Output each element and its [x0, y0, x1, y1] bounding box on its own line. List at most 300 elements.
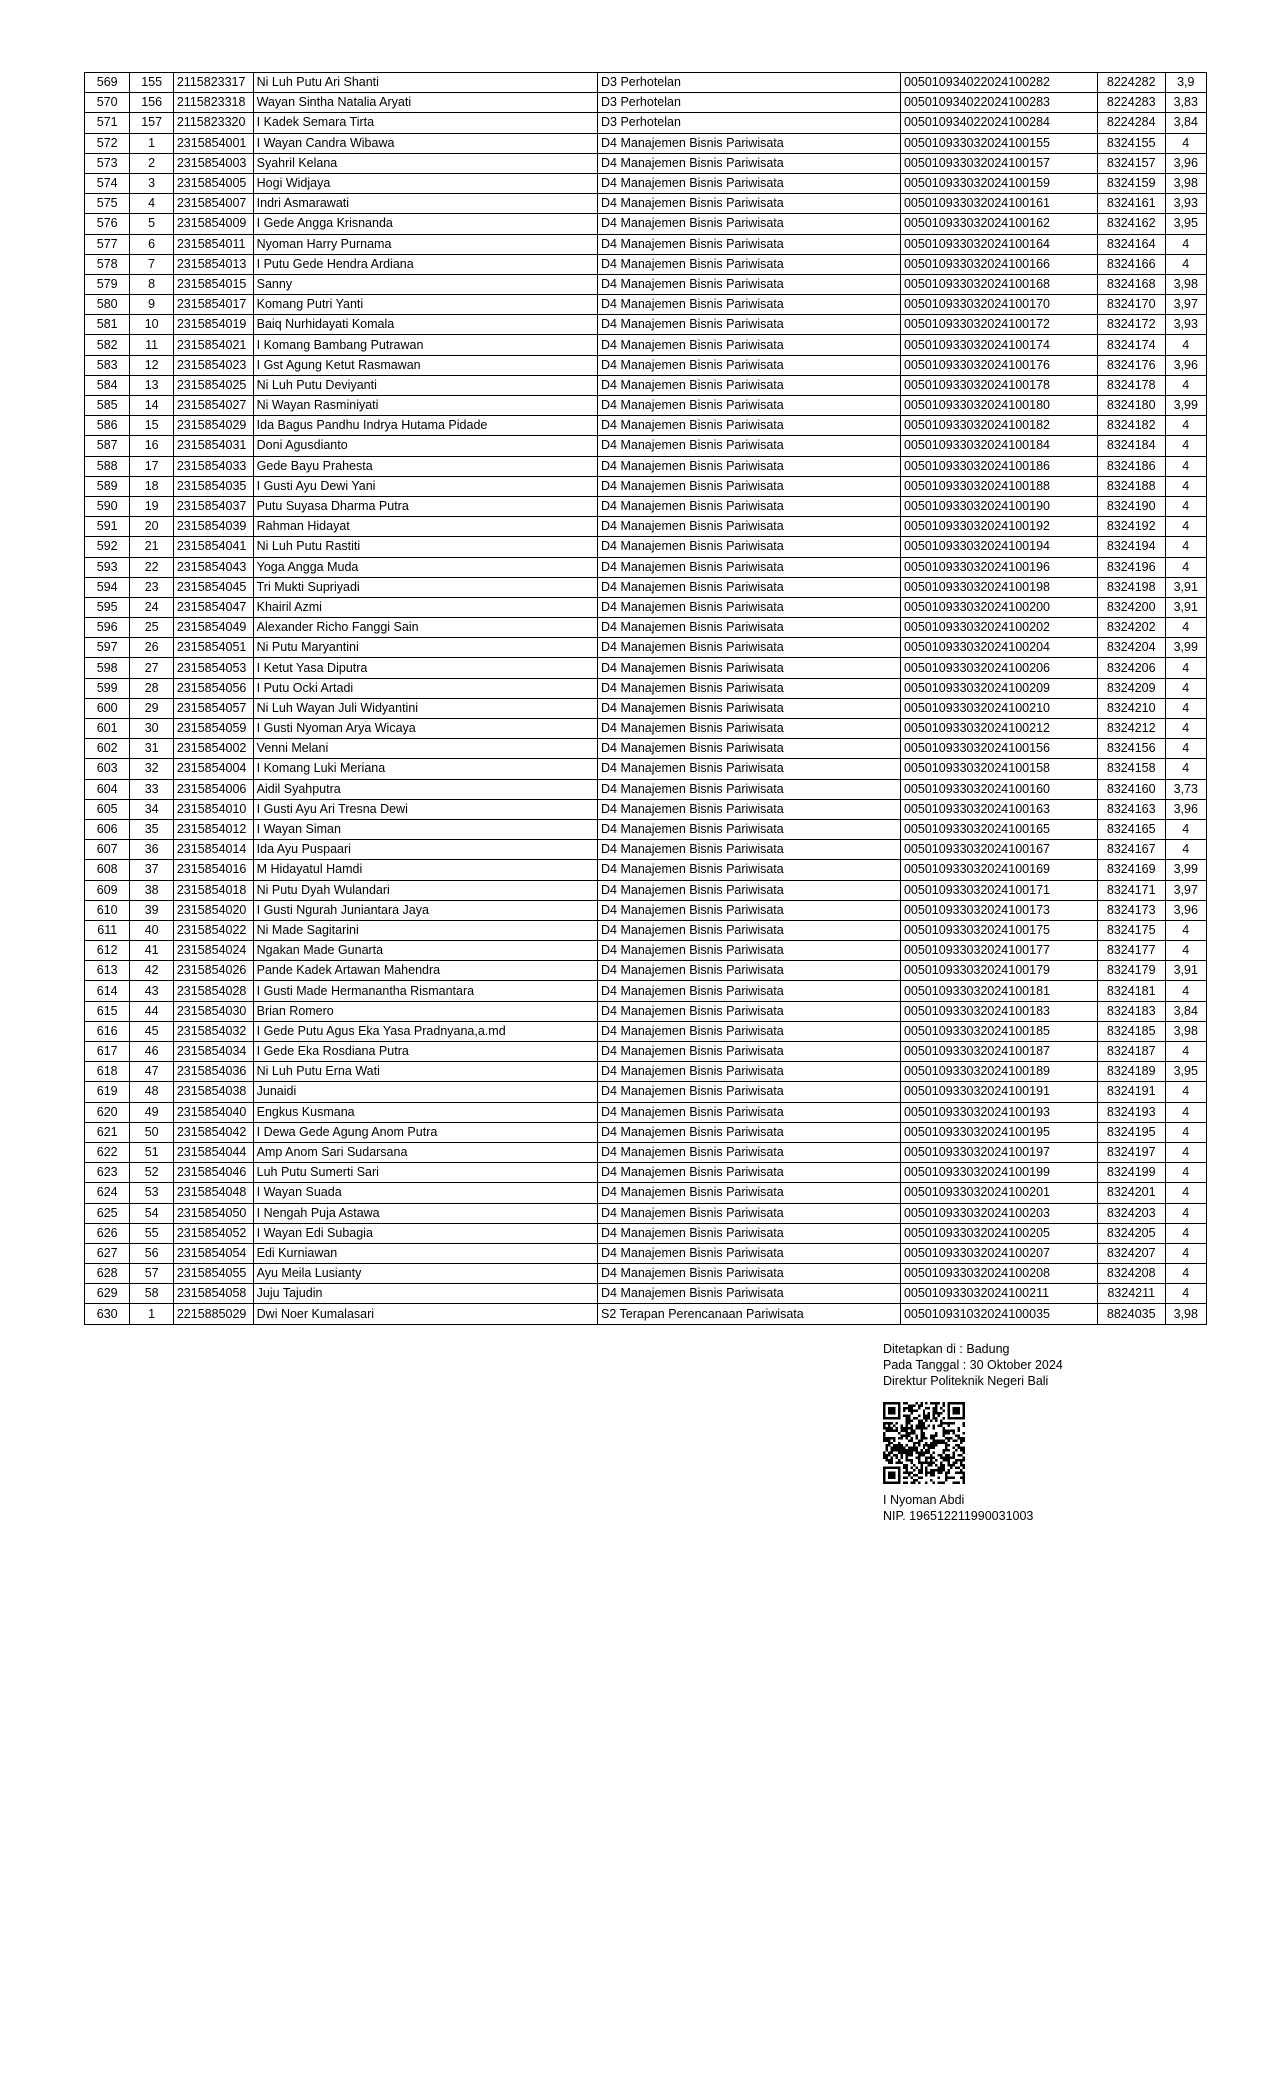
gpa-cell: 4	[1165, 1163, 1206, 1183]
student-name-cell: Venni Melani	[253, 739, 597, 759]
transcript-number-cell: 8324202	[1097, 618, 1165, 638]
program-row-number-cell: 4	[130, 194, 173, 214]
gpa-cell: 4	[1165, 335, 1206, 355]
study-program-cell: D4 Manajemen Bisnis Pariwisata	[598, 819, 901, 839]
row-number-cell: 609	[85, 880, 130, 900]
row-number-cell: 603	[85, 759, 130, 779]
program-row-number-cell: 22	[130, 557, 173, 577]
student-name-cell: Syahril Kelana	[253, 153, 597, 173]
certificate-number-cell: 005010933032024100194	[900, 537, 1097, 557]
program-row-number-cell: 156	[130, 93, 173, 113]
transcript-number-cell: 8324173	[1097, 900, 1165, 920]
gpa-cell: 3,99	[1165, 396, 1206, 416]
transcript-number-cell: 8324170	[1097, 295, 1165, 315]
certificate-number-cell: 005010933032024100210	[900, 698, 1097, 718]
gpa-cell: 4	[1165, 456, 1206, 476]
program-row-number-cell: 41	[130, 941, 173, 961]
study-program-cell: D4 Manajemen Bisnis Pariwisata	[598, 840, 901, 860]
transcript-number-cell: 8324178	[1097, 375, 1165, 395]
program-row-number-cell: 49	[130, 1102, 173, 1122]
transcript-number-cell: 8324159	[1097, 173, 1165, 193]
student-id-cell: 2315854005	[173, 173, 253, 193]
table-row	[85, 1264, 1207, 1284]
gpa-cell: 4	[1165, 1264, 1206, 1284]
certificate-number-cell: 005010933032024100171	[900, 880, 1097, 900]
study-program-cell: D4 Manajemen Bisnis Pariwisata	[598, 739, 901, 759]
student-id-cell: 2315854015	[173, 274, 253, 294]
gpa-cell: 4	[1165, 759, 1206, 779]
certificate-number-cell: 005010933032024100199	[900, 1163, 1097, 1183]
certificate-number-cell: 005010933032024100177	[900, 941, 1097, 961]
row-number-cell: 588	[85, 456, 130, 476]
row-number-cell: 623	[85, 1163, 130, 1183]
student-id-cell: 2115823318	[173, 93, 253, 113]
student-id-cell: 2315854050	[173, 1203, 253, 1223]
row-number-cell: 630	[85, 1304, 130, 1324]
certificate-number-cell: 005010933032024100160	[900, 779, 1097, 799]
student-id-cell: 2315854045	[173, 577, 253, 597]
program-row-number-cell: 47	[130, 1062, 173, 1082]
row-number-cell: 615	[85, 1001, 130, 1021]
signature-position: Direktur Politeknik Negeri Bali	[883, 1374, 1049, 1388]
gpa-cell: 4	[1165, 1223, 1206, 1243]
study-program-cell: D4 Manajemen Bisnis Pariwisata	[598, 880, 901, 900]
program-row-number-cell: 46	[130, 1042, 173, 1062]
student-id-cell: 2315854046	[173, 1163, 253, 1183]
graduates-table	[84, 72, 1207, 1325]
student-name-cell: I Gusti Nyoman Arya Wicaya	[253, 719, 597, 739]
transcript-number-cell: 8324187	[1097, 1042, 1165, 1062]
certificate-number-cell: 005010933032024100181	[900, 981, 1097, 1001]
program-row-number-cell: 55	[130, 1223, 173, 1243]
transcript-number-cell: 8324184	[1097, 436, 1165, 456]
program-row-number-cell: 11	[130, 335, 173, 355]
student-id-cell: 2215885029	[173, 1304, 253, 1324]
row-number-cell: 593	[85, 557, 130, 577]
student-id-cell: 2315854002	[173, 739, 253, 759]
certificate-number-cell: 005010933032024100188	[900, 476, 1097, 496]
table-row	[85, 941, 1207, 961]
table-row	[85, 618, 1207, 638]
student-id-cell: 2315854006	[173, 779, 253, 799]
program-row-number-cell: 10	[130, 315, 173, 335]
student-name-cell: Ni Putu Maryantini	[253, 638, 597, 658]
study-program-cell: D4 Manajemen Bisnis Pariwisata	[598, 375, 901, 395]
student-id-cell: 2315854041	[173, 537, 253, 557]
study-program-cell: D4 Manajemen Bisnis Pariwisata	[598, 1142, 901, 1162]
row-number-cell: 583	[85, 355, 130, 375]
certificate-number-cell: 005010933032024100166	[900, 254, 1097, 274]
signatory-name: I Nyoman Abdi	[883, 1493, 965, 1507]
certificate-number-cell: 005010933032024100180	[900, 396, 1097, 416]
signatory-nip: NIP. 196512211990031003	[883, 1509, 1034, 1523]
student-id-cell: 2315854052	[173, 1223, 253, 1243]
certificate-number-cell: 005010933032024100156	[900, 739, 1097, 759]
study-program-cell: D4 Manajemen Bisnis Pariwisata	[598, 194, 901, 214]
table-row	[85, 597, 1207, 617]
study-program-cell: D4 Manajemen Bisnis Pariwisata	[598, 1223, 901, 1243]
student-id-cell: 2315854057	[173, 698, 253, 718]
study-program-cell: D4 Manajemen Bisnis Pariwisata	[598, 638, 901, 658]
study-program-cell: D3 Perhotelan	[598, 93, 901, 113]
transcript-number-cell: 8324176	[1097, 355, 1165, 375]
certificate-number-cell: 005010933032024100196	[900, 557, 1097, 577]
table-row	[85, 799, 1207, 819]
program-row-number-cell: 42	[130, 961, 173, 981]
student-name-cell: I Wayan Siman	[253, 819, 597, 839]
student-id-cell: 2315854055	[173, 1264, 253, 1284]
gpa-cell: 3,95	[1165, 214, 1206, 234]
gpa-cell: 4	[1165, 719, 1206, 739]
signature-place: Ditetapkan di : Badung	[883, 1342, 1010, 1356]
table-row	[85, 194, 1207, 214]
row-number-cell: 584	[85, 375, 130, 395]
student-name-cell: Wayan Sintha Natalia Aryati	[253, 93, 597, 113]
student-id-cell: 2315854040	[173, 1102, 253, 1122]
certificate-number-cell: 005010933032024100183	[900, 1001, 1097, 1021]
transcript-number-cell: 8324191	[1097, 1082, 1165, 1102]
program-row-number-cell: 31	[130, 739, 173, 759]
program-row-number-cell: 23	[130, 577, 173, 597]
study-program-cell: D4 Manajemen Bisnis Pariwisata	[598, 900, 901, 920]
table-row	[85, 557, 1207, 577]
signature-date: Pada Tanggal : 30 Oktober 2024	[883, 1358, 1063, 1372]
study-program-cell: D4 Manajemen Bisnis Pariwisata	[598, 1264, 901, 1284]
table-row	[85, 153, 1207, 173]
table-row	[85, 719, 1207, 739]
table-row	[85, 254, 1207, 274]
certificate-number-cell: 005010933032024100167	[900, 840, 1097, 860]
study-program-cell: D4 Manajemen Bisnis Pariwisata	[598, 779, 901, 799]
student-id-cell: 2315854013	[173, 254, 253, 274]
table-row	[85, 173, 1207, 193]
program-row-number-cell: 19	[130, 496, 173, 516]
certificate-number-cell: 005010933032024100190	[900, 496, 1097, 516]
student-name-cell: Juju Tajudin	[253, 1284, 597, 1304]
student-name-cell: Komang Putri Yanti	[253, 295, 597, 315]
transcript-number-cell: 8324157	[1097, 153, 1165, 173]
student-id-cell: 2315854051	[173, 638, 253, 658]
graduates-table-body	[85, 73, 1207, 1325]
student-name-cell: Nyoman Harry Purnama	[253, 234, 597, 254]
certificate-number-cell: 005010933032024100184	[900, 436, 1097, 456]
transcript-number-cell: 8324207	[1097, 1243, 1165, 1263]
student-name-cell: Ida Bagus Pandhu Indrya Hutama Pidade	[253, 416, 597, 436]
study-program-cell: D4 Manajemen Bisnis Pariwisata	[598, 597, 901, 617]
student-name-cell: Gede Bayu Prahesta	[253, 456, 597, 476]
student-name-cell: I Komang Bambang Putrawan	[253, 335, 597, 355]
student-id-cell: 2315854019	[173, 315, 253, 335]
gpa-cell: 4	[1165, 840, 1206, 860]
row-number-cell: 604	[85, 779, 130, 799]
student-id-cell: 2315854028	[173, 981, 253, 1001]
student-name-cell: I Gusti Ayu Dewi Yani	[253, 476, 597, 496]
row-number-cell: 622	[85, 1142, 130, 1162]
student-name-cell: Alexander Richo Fanggi Sain	[253, 618, 597, 638]
row-number-cell: 592	[85, 537, 130, 557]
program-row-number-cell: 37	[130, 860, 173, 880]
study-program-cell: D4 Manajemen Bisnis Pariwisata	[598, 274, 901, 294]
transcript-number-cell: 8324182	[1097, 416, 1165, 436]
student-name-cell: Hogi Widjaya	[253, 173, 597, 193]
row-number-cell: 600	[85, 698, 130, 718]
transcript-number-cell: 8324194	[1097, 537, 1165, 557]
certificate-number-cell: 005010933032024100165	[900, 819, 1097, 839]
student-id-cell: 2315854042	[173, 1122, 253, 1142]
transcript-number-cell: 8324212	[1097, 719, 1165, 739]
student-id-cell: 2315854032	[173, 1021, 253, 1041]
row-number-cell: 580	[85, 295, 130, 315]
study-program-cell: D4 Manajemen Bisnis Pariwisata	[598, 1042, 901, 1062]
gpa-cell: 4	[1165, 1142, 1206, 1162]
row-number-cell: 595	[85, 597, 130, 617]
table-row	[85, 819, 1207, 839]
student-name-cell: Brian Romero	[253, 1001, 597, 1021]
certificate-number-cell: 005010933032024100158	[900, 759, 1097, 779]
student-name-cell: Ni Wayan Rasminiyati	[253, 396, 597, 416]
row-number-cell: 573	[85, 153, 130, 173]
gpa-cell: 4	[1165, 416, 1206, 436]
student-name-cell: I Komang Luki Meriana	[253, 759, 597, 779]
student-id-cell: 2315854054	[173, 1243, 253, 1263]
student-name-cell: I Wayan Suada	[253, 1183, 597, 1203]
student-name-cell: Luh Putu Sumerti Sari	[253, 1163, 597, 1183]
student-id-cell: 2315854004	[173, 759, 253, 779]
certificate-number-cell: 005010933032024100211	[900, 1284, 1097, 1304]
table-row	[85, 678, 1207, 698]
student-id-cell: 2315854031	[173, 436, 253, 456]
row-number-cell: 586	[85, 416, 130, 436]
student-id-cell: 2315854021	[173, 335, 253, 355]
table-row	[85, 1122, 1207, 1142]
row-number-cell: 582	[85, 335, 130, 355]
row-number-cell: 605	[85, 799, 130, 819]
study-program-cell: D4 Manajemen Bisnis Pariwisata	[598, 476, 901, 496]
table-row	[85, 1183, 1207, 1203]
table-row	[85, 1223, 1207, 1243]
student-name-cell: Pande Kadek Artawan Mahendra	[253, 961, 597, 981]
table-row	[85, 133, 1207, 153]
student-id-cell: 2315854027	[173, 396, 253, 416]
certificate-number-cell: 005010933032024100212	[900, 719, 1097, 739]
program-row-number-cell: 54	[130, 1203, 173, 1223]
transcript-number-cell: 8324208	[1097, 1264, 1165, 1284]
study-program-cell: D4 Manajemen Bisnis Pariwisata	[598, 234, 901, 254]
transcript-number-cell: 8324210	[1097, 698, 1165, 718]
transcript-number-cell: 8324156	[1097, 739, 1165, 759]
transcript-number-cell: 8324186	[1097, 456, 1165, 476]
row-number-cell: 612	[85, 941, 130, 961]
program-row-number-cell: 24	[130, 597, 173, 617]
row-number-cell: 587	[85, 436, 130, 456]
table-row	[85, 1042, 1207, 1062]
student-name-cell: Ayu Meila Lusianty	[253, 1264, 597, 1284]
transcript-number-cell: 8324190	[1097, 496, 1165, 516]
program-row-number-cell: 36	[130, 840, 173, 860]
student-id-cell: 2315854024	[173, 941, 253, 961]
student-id-cell: 2315854020	[173, 900, 253, 920]
program-row-number-cell: 56	[130, 1243, 173, 1263]
student-id-cell: 2315854003	[173, 153, 253, 173]
transcript-number-cell: 8324168	[1097, 274, 1165, 294]
student-name-cell: Dwi Noer Kumalasari	[253, 1304, 597, 1324]
gpa-cell: 4	[1165, 1102, 1206, 1122]
study-program-cell: S2 Terapan Perencanaan Pariwisata	[598, 1304, 901, 1324]
certificate-number-cell: 005010933032024100186	[900, 456, 1097, 476]
row-number-cell: 589	[85, 476, 130, 496]
student-name-cell: I Gede Eka Rosdiana Putra	[253, 1042, 597, 1062]
gpa-cell: 4	[1165, 375, 1206, 395]
certificate-number-cell: 005010933032024100193	[900, 1102, 1097, 1122]
row-number-cell: 616	[85, 1021, 130, 1041]
certificate-number-cell: 005010933032024100182	[900, 416, 1097, 436]
student-id-cell: 2315854026	[173, 961, 253, 981]
transcript-number-cell: 8324192	[1097, 517, 1165, 537]
student-id-cell: 2315854049	[173, 618, 253, 638]
program-row-number-cell: 35	[130, 819, 173, 839]
transcript-number-cell: 8324155	[1097, 133, 1165, 153]
table-row	[85, 113, 1207, 133]
table-row	[85, 759, 1207, 779]
program-row-number-cell: 1	[130, 1304, 173, 1324]
certificate-number-cell: 005010933032024100162	[900, 214, 1097, 234]
table-row	[85, 658, 1207, 678]
study-program-cell: D4 Manajemen Bisnis Pariwisata	[598, 295, 901, 315]
certificate-number-cell: 005010933032024100172	[900, 315, 1097, 335]
transcript-number-cell: 8324181	[1097, 981, 1165, 1001]
gpa-cell: 4	[1165, 1082, 1206, 1102]
table-row	[85, 1163, 1207, 1183]
study-program-cell: D4 Manajemen Bisnis Pariwisata	[598, 214, 901, 234]
transcript-number-cell: 8324165	[1097, 819, 1165, 839]
study-program-cell: D4 Manajemen Bisnis Pariwisata	[598, 456, 901, 476]
row-number-cell: 590	[85, 496, 130, 516]
transcript-number-cell: 8324179	[1097, 961, 1165, 981]
row-number-cell: 571	[85, 113, 130, 133]
student-name-cell: Edi Kurniawan	[253, 1243, 597, 1263]
program-row-number-cell: 13	[130, 375, 173, 395]
table-row	[85, 436, 1207, 456]
row-number-cell: 570	[85, 93, 130, 113]
program-row-number-cell: 44	[130, 1001, 173, 1021]
table-row	[85, 476, 1207, 496]
transcript-number-cell: 8324175	[1097, 920, 1165, 940]
certificate-number-cell: 005010931032024100035	[900, 1304, 1097, 1324]
row-number-cell: 613	[85, 961, 130, 981]
study-program-cell: D3 Perhotelan	[598, 73, 901, 93]
student-id-cell: 2315854047	[173, 597, 253, 617]
transcript-number-cell: 8324185	[1097, 1021, 1165, 1041]
certificate-number-cell: 005010933032024100169	[900, 860, 1097, 880]
gpa-cell: 4	[1165, 1122, 1206, 1142]
certificate-number-cell: 005010934022024100284	[900, 113, 1097, 133]
program-row-number-cell: 30	[130, 719, 173, 739]
student-id-cell: 2115823320	[173, 113, 253, 133]
gpa-cell: 3,84	[1165, 1001, 1206, 1021]
student-name-cell: I Gede Putu Agus Eka Yasa Pradnyana,a.md	[253, 1021, 597, 1041]
table-row	[85, 1021, 1207, 1041]
student-name-cell: Engkus Kusmana	[253, 1102, 597, 1122]
gpa-cell: 3,9	[1165, 73, 1206, 93]
study-program-cell: D4 Manajemen Bisnis Pariwisata	[598, 618, 901, 638]
program-row-number-cell: 51	[130, 1142, 173, 1162]
table-row	[85, 577, 1207, 597]
program-row-number-cell: 155	[130, 73, 173, 93]
student-name-cell: Tri Mukti Supriyadi	[253, 577, 597, 597]
student-name-cell: I Nengah Puja Astawa	[253, 1203, 597, 1223]
row-number-cell: 575	[85, 194, 130, 214]
program-row-number-cell: 40	[130, 920, 173, 940]
table-row	[85, 638, 1207, 658]
row-number-cell: 607	[85, 840, 130, 860]
row-number-cell: 598	[85, 658, 130, 678]
program-row-number-cell: 57	[130, 1264, 173, 1284]
gpa-cell: 4	[1165, 941, 1206, 961]
table-row	[85, 295, 1207, 315]
table-row	[85, 698, 1207, 718]
program-row-number-cell: 3	[130, 173, 173, 193]
row-number-cell: 591	[85, 517, 130, 537]
study-program-cell: D4 Manajemen Bisnis Pariwisata	[598, 860, 901, 880]
gpa-cell: 4	[1165, 476, 1206, 496]
table-row	[85, 1142, 1207, 1162]
transcript-number-cell: 8324161	[1097, 194, 1165, 214]
student-id-cell: 2315854009	[173, 214, 253, 234]
study-program-cell: D4 Manajemen Bisnis Pariwisata	[598, 1001, 901, 1021]
table-row	[85, 73, 1207, 93]
student-name-cell: Junaidi	[253, 1082, 597, 1102]
student-name-cell: I Gede Angga Krisnanda	[253, 214, 597, 234]
table-row	[85, 456, 1207, 476]
student-id-cell: 2315854039	[173, 517, 253, 537]
transcript-number-cell: 8324203	[1097, 1203, 1165, 1223]
program-row-number-cell: 25	[130, 618, 173, 638]
gpa-cell: 4	[1165, 739, 1206, 759]
program-row-number-cell: 52	[130, 1163, 173, 1183]
gpa-cell: 3,84	[1165, 113, 1206, 133]
student-id-cell: 2315854011	[173, 234, 253, 254]
student-name-cell: Ni Luh Putu Ari Shanti	[253, 73, 597, 93]
student-id-cell: 2315854056	[173, 678, 253, 698]
transcript-number-cell: 8324171	[1097, 880, 1165, 900]
certificate-number-cell: 005010933032024100170	[900, 295, 1097, 315]
row-number-cell: 577	[85, 234, 130, 254]
gpa-cell: 3,97	[1165, 295, 1206, 315]
transcript-number-cell: 8324183	[1097, 1001, 1165, 1021]
gpa-cell: 4	[1165, 557, 1206, 577]
student-name-cell: Ngakan Made Gunarta	[253, 941, 597, 961]
certificate-number-cell: 005010933032024100176	[900, 355, 1097, 375]
program-row-number-cell: 6	[130, 234, 173, 254]
gpa-cell: 4	[1165, 254, 1206, 274]
gpa-cell: 4	[1165, 819, 1206, 839]
certificate-number-cell: 005010933032024100202	[900, 618, 1097, 638]
row-number-cell: 602	[85, 739, 130, 759]
gpa-cell: 3,96	[1165, 153, 1206, 173]
certificate-number-cell: 005010933032024100157	[900, 153, 1097, 173]
program-row-number-cell: 14	[130, 396, 173, 416]
certificate-number-cell: 005010934022024100283	[900, 93, 1097, 113]
row-number-cell: 620	[85, 1102, 130, 1122]
student-name-cell: Yoga Angga Muda	[253, 557, 597, 577]
study-program-cell: D4 Manajemen Bisnis Pariwisata	[598, 133, 901, 153]
program-row-number-cell: 27	[130, 658, 173, 678]
transcript-number-cell: 8324166	[1097, 254, 1165, 274]
row-number-cell: 628	[85, 1264, 130, 1284]
signature-block	[883, 1341, 1063, 1389]
program-row-number-cell: 8	[130, 274, 173, 294]
gpa-cell: 3,98	[1165, 1021, 1206, 1041]
